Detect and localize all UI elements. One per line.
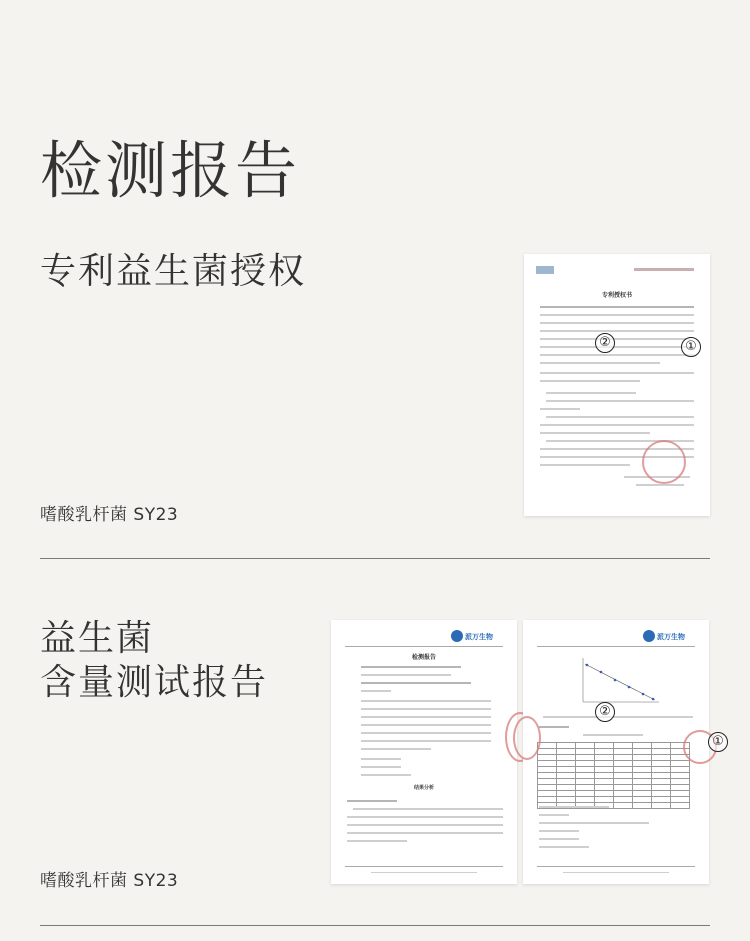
text-line (540, 424, 694, 426)
text-line (539, 814, 569, 816)
footer-rule (345, 866, 503, 867)
footer-text-line (371, 872, 477, 873)
caption-patent-strain: 嗜酸乳杆菌 SY23 (40, 505, 179, 525)
company-logo-icon (451, 630, 463, 642)
annotation-marker-2: ② (595, 702, 615, 722)
document-header-line (634, 268, 694, 271)
text-line (361, 732, 491, 734)
text-line (636, 484, 684, 486)
text-line (539, 830, 579, 832)
section-divider (40, 925, 710, 926)
text-line (540, 408, 580, 410)
text-line (546, 416, 694, 418)
text-line (361, 674, 451, 676)
text-line (361, 716, 491, 718)
text-line (361, 666, 461, 668)
text-line (540, 314, 694, 316)
text-line (540, 354, 694, 356)
text-line (540, 322, 694, 324)
document-heading: 专利授权书 (601, 292, 632, 299)
text-line (353, 808, 503, 810)
annotation-marker-1: ① (681, 337, 701, 357)
text-line (540, 432, 650, 434)
text-line (539, 822, 649, 824)
text-line (361, 774, 411, 776)
text-line (540, 380, 640, 382)
patent-authorization-document (524, 254, 710, 516)
text-line (361, 700, 491, 702)
footer-rule (537, 866, 695, 867)
text-line (540, 372, 694, 374)
text-line (361, 690, 391, 692)
header-rule (537, 646, 695, 647)
red-seal-stamp (513, 716, 541, 760)
text-line (361, 748, 431, 750)
text-line (539, 806, 609, 808)
text-line (539, 838, 579, 840)
text-line (540, 330, 694, 332)
text-line (361, 740, 491, 742)
section-title-line-1: 益生菌 (40, 618, 155, 659)
text-line (540, 306, 694, 308)
red-seal-stamp (642, 440, 686, 484)
results-analysis-heading: 结果分析 (413, 785, 434, 791)
text-line (540, 362, 660, 364)
header-rule (345, 646, 503, 647)
company-logo-icon (643, 630, 655, 642)
text-line (546, 400, 694, 402)
page-title: 检测报告 (40, 133, 301, 207)
results-table (537, 742, 690, 809)
text-line (347, 832, 503, 834)
test-report-page-2 (523, 620, 724, 884)
report-heading: 检测报告 (411, 654, 436, 661)
section-divider (40, 558, 710, 559)
section-title-line-2: 含量测试报告 (40, 661, 269, 703)
section-title-patent: 专利益生菌授权 (40, 251, 307, 292)
annotation-marker-1: ① (708, 732, 728, 752)
text-line (347, 824, 503, 826)
text-line (539, 726, 569, 728)
text-line (361, 758, 401, 760)
text-line (540, 464, 630, 466)
text-line (361, 724, 491, 726)
text-line (347, 816, 503, 818)
section-title-content-test (40, 617, 268, 705)
text-line (347, 800, 397, 802)
footer-text-line (563, 872, 669, 873)
text-line (361, 682, 471, 684)
company-logo-text: 派万生物 (465, 633, 493, 641)
text-line (540, 338, 690, 340)
text-line (540, 346, 694, 348)
text-line (543, 716, 693, 718)
document-header-logo (536, 266, 554, 274)
text-line (361, 766, 401, 768)
text-line (583, 734, 643, 736)
test-report-page-1 (331, 620, 517, 884)
text-line (546, 392, 636, 394)
standard-curve-chart (573, 654, 663, 710)
text-line (347, 840, 407, 842)
text-line (539, 846, 589, 848)
caption-content-strain: 嗜酸乳杆菌 SY23 (40, 871, 179, 891)
company-logo-text: 派万生物 (657, 633, 685, 641)
annotation-marker-2: ② (595, 333, 615, 353)
text-line (361, 708, 491, 710)
